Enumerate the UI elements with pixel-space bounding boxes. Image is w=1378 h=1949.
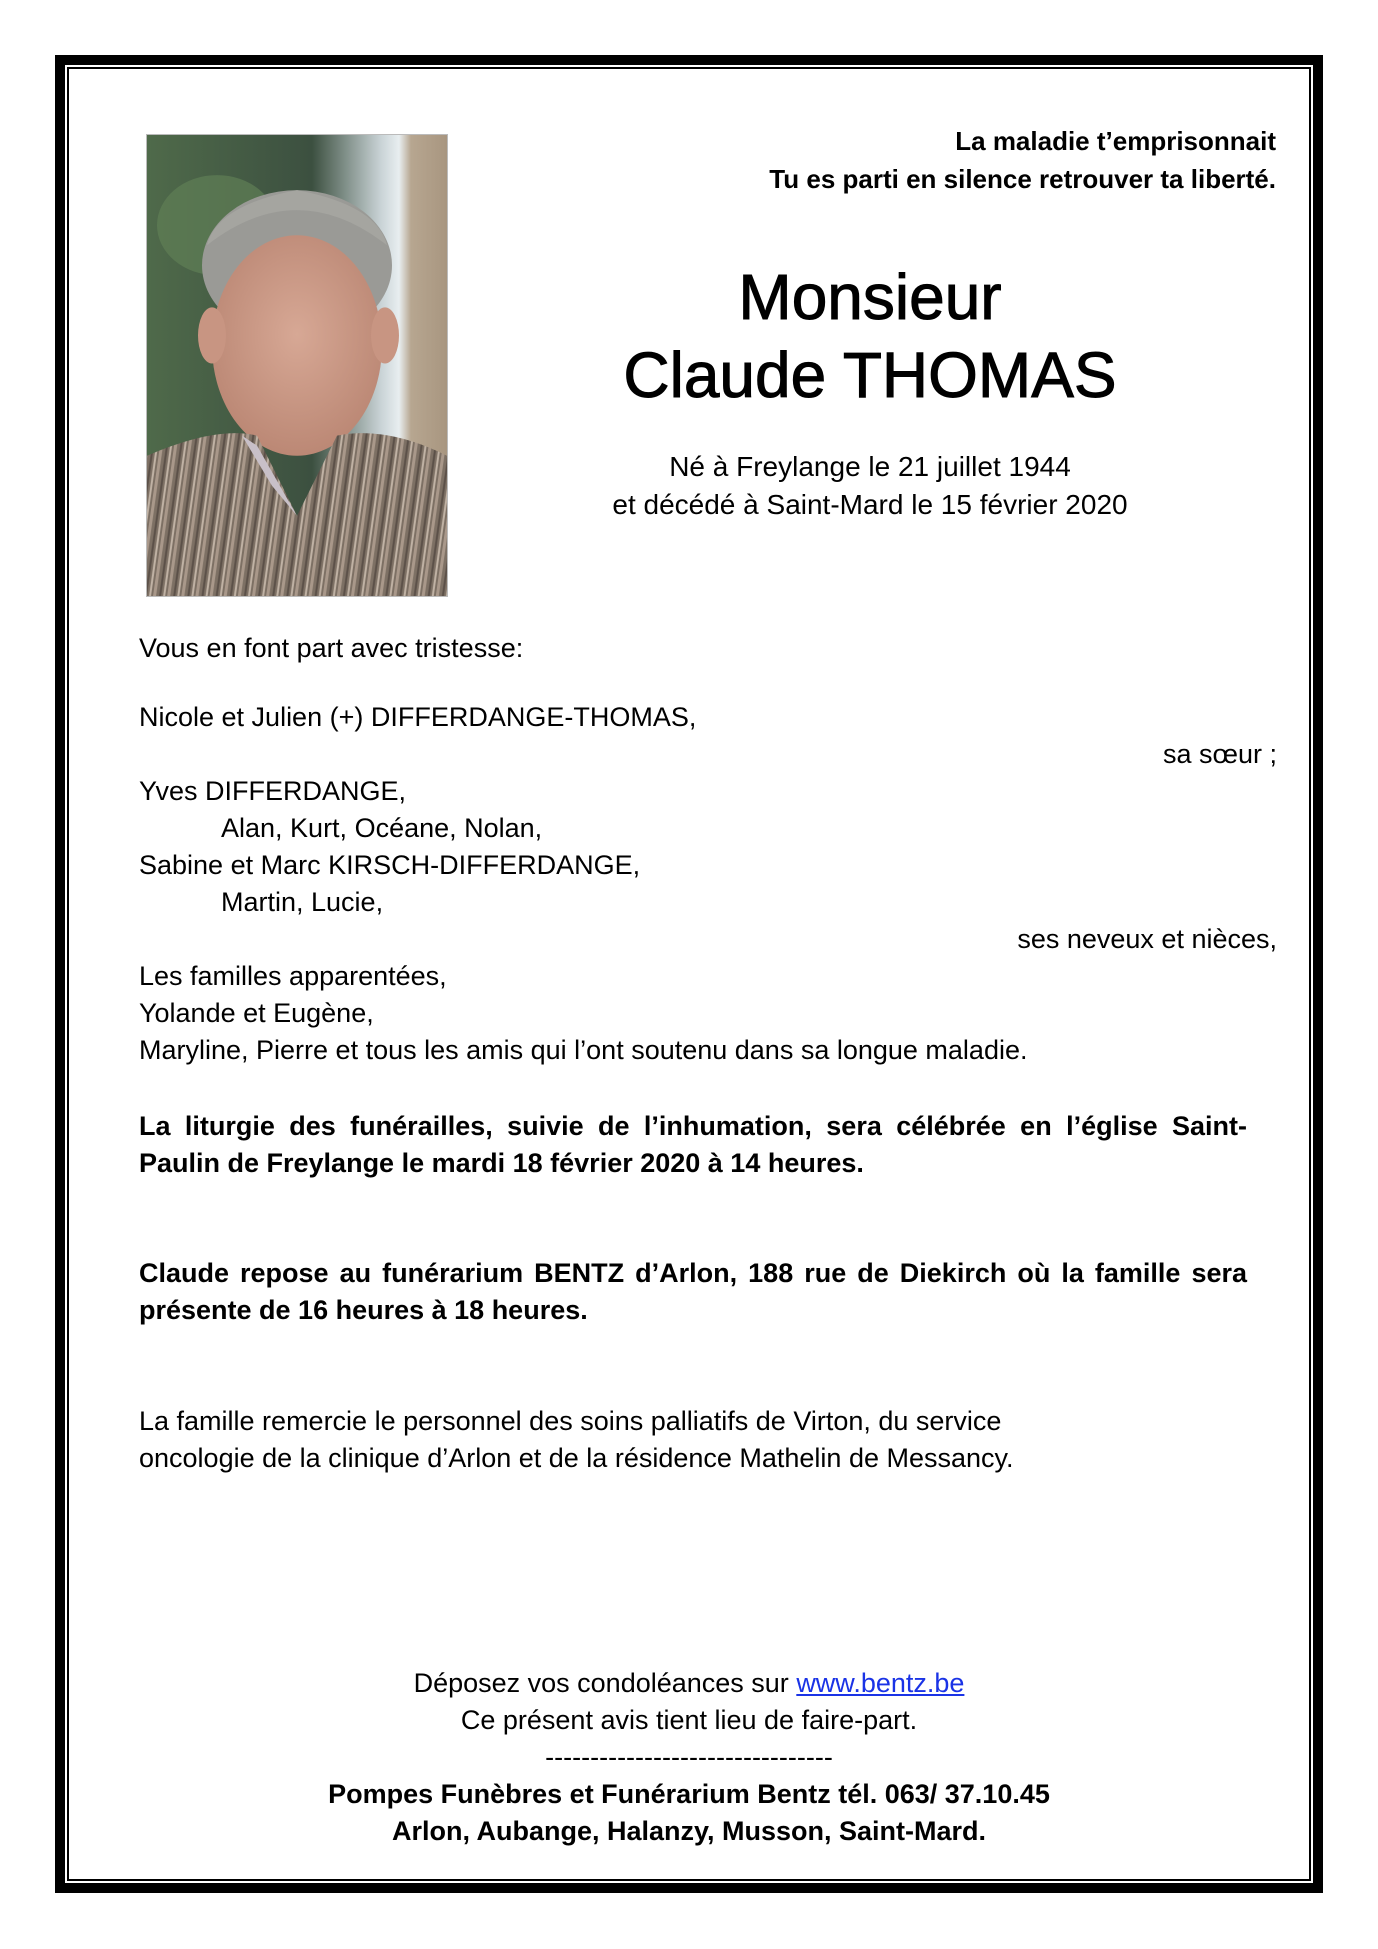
family-other-2: Yolande et Eugène,: [139, 998, 374, 1028]
funerarium-announcement: Claude repose au funérarium BENTZ d’Arlon, 188 rue de Diekirch où la famille sera présente de 16 heures à 18 heures.: [139, 1258, 1247, 1325]
family-others: [139, 958, 1027, 1069]
family-sister: Nicole et Julien (+) DIFFERDANGE-THOMAS,: [139, 702, 697, 732]
family-nephew-1-children: Alan, Kurt, Océane, Nolan,: [221, 813, 543, 843]
condolences-link[interactable]: www.bentz.be: [796, 1668, 965, 1698]
family-intro: Vous en font part avec tristesse:: [139, 633, 524, 663]
family-nephews-relation: ses neveux et nièces,: [1017, 924, 1277, 954]
notice-line: Ce présent avis tient lieu de faire-part.: [460, 1705, 918, 1735]
family-sister-relation: sa sœur ;: [1162, 739, 1277, 769]
family-niece-1: Sabine et Marc KIRSCH-DIFFERDANGE,: [139, 850, 641, 880]
family-niece-1-children: Martin, Lucie,: [221, 887, 384, 917]
footer: [139, 1665, 1239, 1850]
family-other-1: Les familles apparentées,: [139, 961, 447, 991]
birth-info: Né à Freylange le 21 juillet 1944: [669, 451, 1071, 482]
funeral-home-contact: Pompes Funèbres et Funérarium Bentz tél. 063/ 37.10.45: [328, 1779, 1050, 1809]
life-dates: [560, 448, 1180, 524]
thanks-paragraph: [139, 1403, 1014, 1477]
funeral-home-locations: Arlon, Aubange, Halanzy, Musson, Saint-Mard.: [391, 1816, 987, 1846]
epigraph-line-2: Tu es parti en silence retrouver ta liberté.: [769, 164, 1276, 194]
thanks-line-2: oncologie de la clinique d’Arlon et de la résidence Mathelin de Messancy.: [139, 1443, 1014, 1473]
deceased-name: Claude THOMAS: [623, 339, 1117, 411]
liturgy-announcement: La liturgie des funérailles, suivie de l’inhumation, sera célébrée en l’église Saint-Paulin de Freylange le mardi 18 février 2020 à 14 heures.: [139, 1111, 1247, 1178]
epigraph: [769, 122, 1276, 198]
condolences-line: [139, 1665, 1239, 1702]
family-other-3: Maryline, Pierre et tous les amis qui l’ont soutenu dans sa longue maladie.: [139, 1035, 1028, 1065]
epigraph-line-1: La maladie t’emprisonnait: [955, 126, 1276, 156]
separator: --------------------------------: [545, 1742, 833, 1772]
honorific: Monsieur: [738, 261, 1002, 333]
family-nephews: [139, 773, 640, 921]
thanks-line-1: La famille remercie le personnel des soins palliatifs de Virton, du service: [139, 1406, 1002, 1436]
deceased-name-block: [560, 258, 1180, 414]
death-info: et décédé à Saint-Mard le 15 février 2020: [612, 489, 1128, 520]
family-nephew-1: Yves DIFFERDANGE,: [139, 776, 407, 806]
portrait-photo: [146, 134, 448, 597]
condolences-text: Déposez vos condoléances sur: [413, 1668, 797, 1698]
